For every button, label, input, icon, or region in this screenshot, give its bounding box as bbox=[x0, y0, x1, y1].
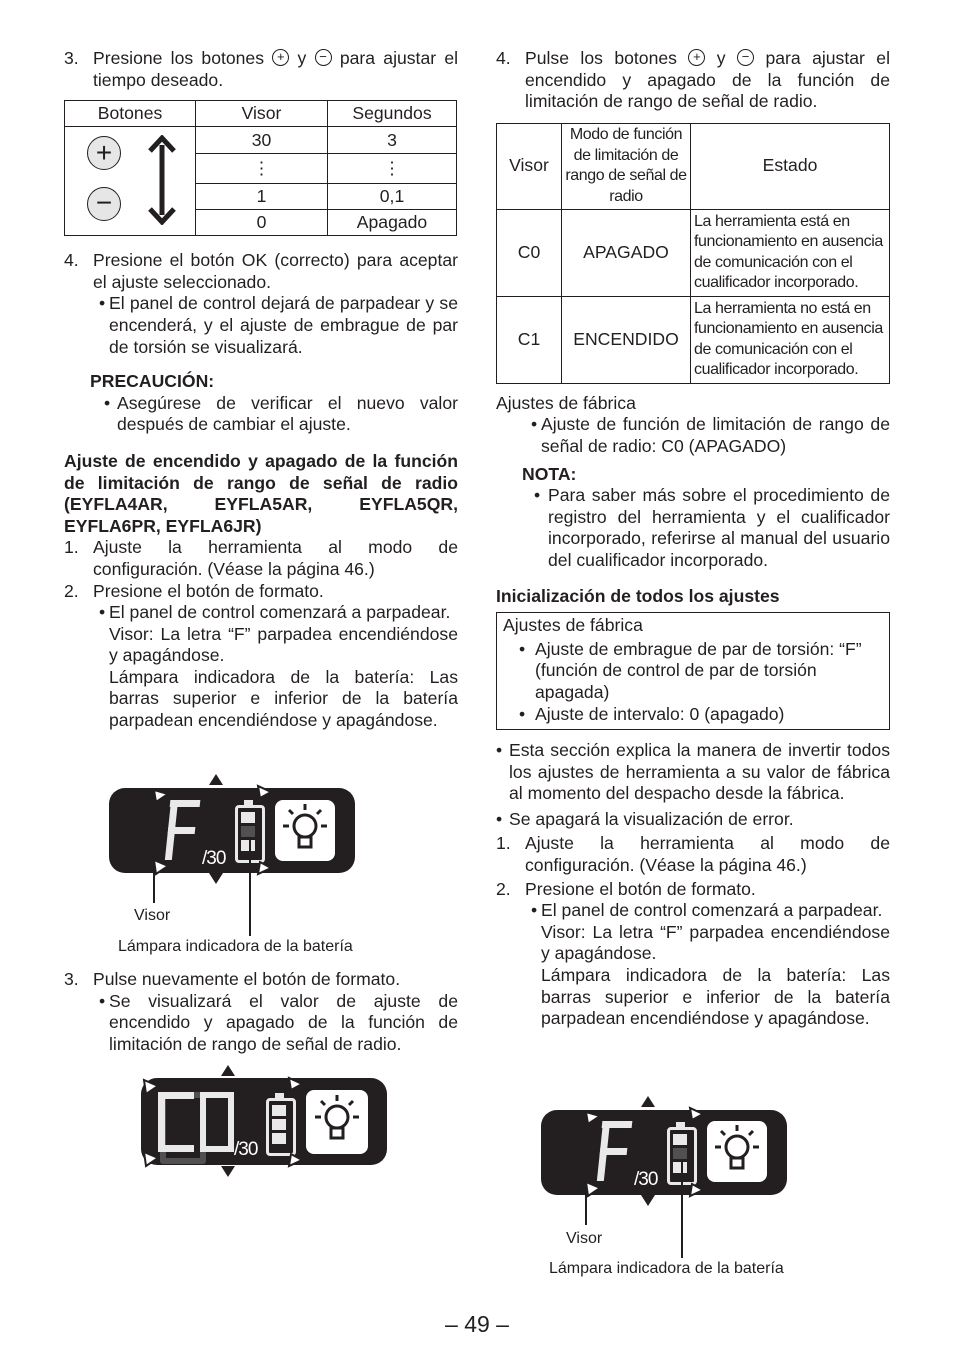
caution-bullet: • Asegúrese de verificar el nuevo valor después de cambiar el ajuste. bbox=[104, 392, 458, 435]
battery-lamp-caption: Lámpara indicadora de la batería bbox=[549, 1260, 784, 1277]
radio-range-heading: Ajuste de encendido y apagado de la función de limitación de rango de señal de radio (EYFLA4AR, EYFLA5AR, EYFLA5QR, EYFLA6PR, EYFLA6JR) bbox=[64, 450, 458, 536]
step-3b-left: 3. Pulse nuevamente el botón de formato. • Se visualizará el valor de ajuste de encendido y apagado de la función de limitación de rango de señal de radio. bbox=[64, 969, 458, 1054]
plus-icon: + bbox=[688, 49, 705, 66]
right-column bbox=[496, 48, 890, 1030]
step-4-left: 4. Presione el botón OK (correcto) para aceptar el ajuste seleccionado. bbox=[64, 250, 458, 292]
minus-button-icon: − bbox=[87, 187, 121, 221]
caution-title: PRECAUCIÓN: bbox=[90, 371, 215, 392]
step-1-left: 1. Ajuste la herramienta al modo de configuración. (Véase la página 46.) bbox=[64, 537, 458, 579]
page-number: – 49 – bbox=[445, 1311, 509, 1337]
step-2-right: 2. Presione el botón de formato. bbox=[496, 878, 756, 899]
up-down-arrow-icon bbox=[147, 135, 177, 225]
blink-arrows bbox=[140, 770, 380, 890]
left-column bbox=[64, 48, 458, 732]
buttons-cell bbox=[65, 127, 196, 236]
thirty-label: /30 bbox=[234, 1139, 258, 1160]
init-factory-box: Ajustes de fábrica • Ajuste de embrague de par de torsión: “F” (función de control de par de torsión apagada) • Ajuste de intervalo: 0 (apagado) bbox=[496, 612, 890, 730]
blink-arrows bbox=[140, 1060, 340, 1180]
factory-bullet: • Ajuste de función de limitación de rango de señal de radio: C0 (APAGADO) bbox=[531, 414, 890, 456]
battery-lamp-caption: Lámpara indicadora de la batería bbox=[118, 938, 353, 955]
step-2-bullet-right: • El panel de control comenzará a parpadear. Visor: La letra “F” parpadea encendiéndose y apagándose. Lámpara indicadora de la batería: Las barras superior e inferior de la batería parpadean encendiéndose y apagándose. bbox=[531, 900, 890, 1029]
note-title: NOTA: bbox=[522, 463, 577, 484]
buttons-table: Botones Visor Segundos + − 30 3 ⋮ ⋮ 1 0,1 0 Apagado bbox=[64, 100, 457, 236]
step-3-left: 3. Presione los botones + y − para ajustar el tiempo deseado. bbox=[64, 48, 459, 90]
minus-icon: − bbox=[315, 49, 332, 66]
init-heading: Inicialización de todos los ajustes bbox=[496, 585, 780, 606]
blink-arrows bbox=[572, 1092, 812, 1212]
plus-icon: + bbox=[272, 49, 289, 66]
step-4-right: 4. Pulse los botones + y − para ajustar el encendido y apagado de la función de limitación de rango de señal de radio. bbox=[496, 48, 890, 112]
thirty-label: /30 bbox=[202, 848, 226, 869]
plus-button-icon: + bbox=[87, 136, 121, 170]
step-2-left: 2. Presione el botón de formato. bbox=[64, 580, 324, 601]
thirty-label: /30 bbox=[634, 1169, 658, 1190]
visor-caption: Visor bbox=[566, 1230, 603, 1247]
step-1-right: 1. Ajuste la herramienta al modo de configuración. (Véase la página 46.) bbox=[496, 833, 890, 876]
init-bullet-1: • Esta sección explica la manera de invertir todos los ajustes de herramienta a su valor de fábrica al momento del despacho desde la fábrica. bbox=[496, 740, 890, 804]
step-2-bullet-left: • El panel de control comenzará a parpadear. Visor: La letra “F” parpadea encendiéndose y apagándose. Lámpara indicadora de la batería: Las barras superior e inferior de la batería parpadean encendiéndose y apagándose. bbox=[99, 602, 458, 731]
visor-caption: Visor bbox=[134, 907, 171, 924]
init-bullet-2: • Se apagará la visualización de error. bbox=[496, 808, 794, 829]
note-bullet: • Para saber más sobre el procedimiento de registro del herramienta y el cualificador incorporado, referirse al manual del usuario del cualificador incorporado. bbox=[534, 485, 890, 570]
radio-range-table: Visor Modo de función de limitación de rango de señal de radio Estado C0 APAGADO La herramienta está en funcionamiento en ausencia de comunicación con el cualificador incorporado. C1 ENCENDIDO La herramienta no está en funcionamiento en ausencia de comunicación con el cualificador incorporado. bbox=[496, 123, 890, 384]
step-4-bullet: • El panel de control dejará de parpadear y se encenderá, y el ajuste de embrague de par de torsión se visualizará. bbox=[99, 293, 458, 357]
factory-label: Ajustes de fábrica bbox=[496, 392, 636, 413]
minus-icon: − bbox=[737, 49, 754, 66]
